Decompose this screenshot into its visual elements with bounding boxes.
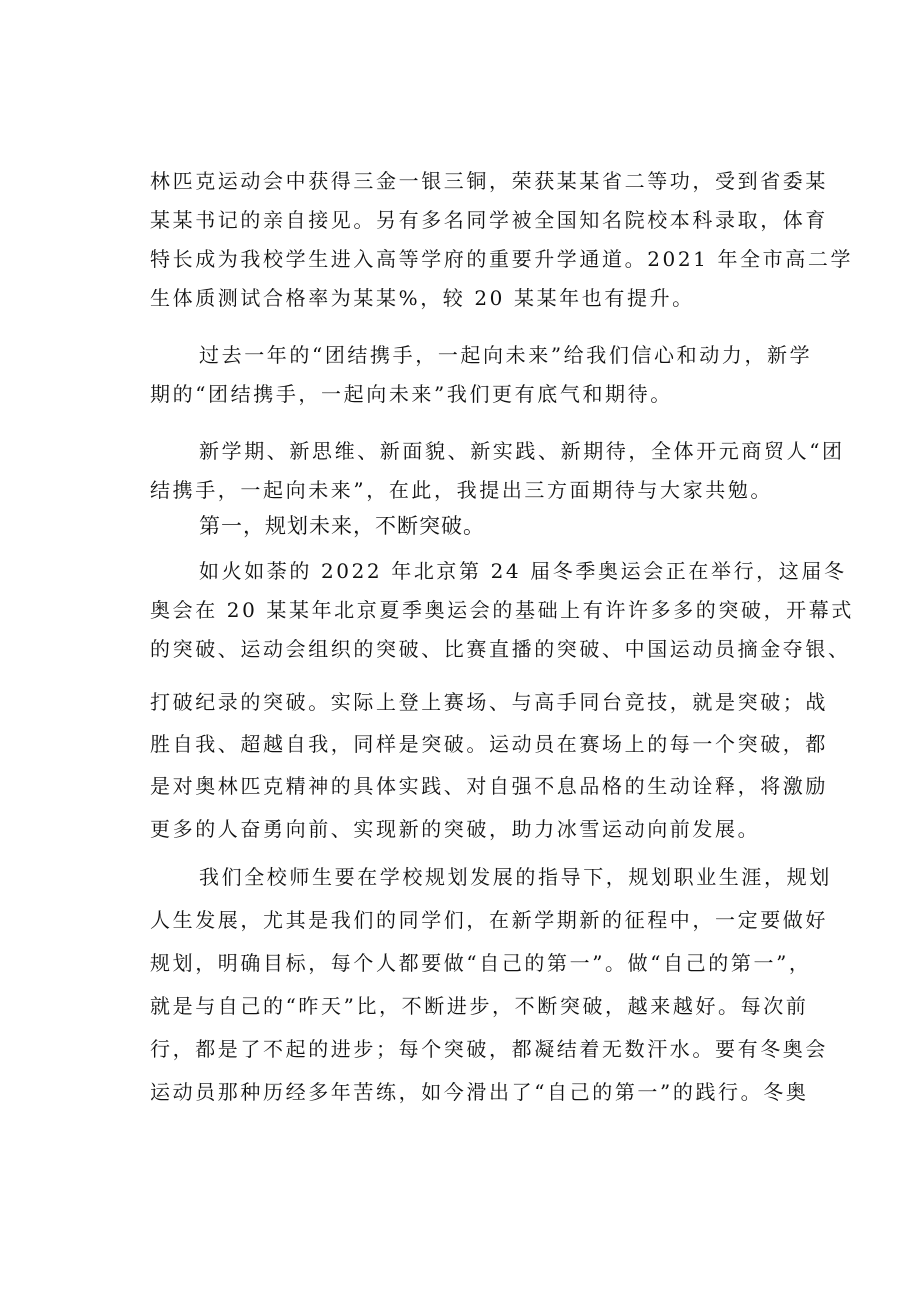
paragraph-5-line-6: 运动员那种历经多年苦练，如今滑出了“自己的第一”的践行。冬奥 — [150, 1080, 809, 1104]
paragraph-1-line-1: 林匹克运动会中获得三金一银三铜，荣获某某省二等功，受到省委某 — [150, 169, 828, 193]
paragraph-4-line-2: 奥会在 20 某某年北京夏季奥运会的基础上有许许多多的突破，开幕式 — [150, 598, 854, 622]
paragraph-4-line-6: 是对奥林匹克精神的具体实践、对自强不息品格的生动诠释，将激励 — [150, 774, 828, 798]
paragraph-2-line-1: 过去一年的“团结携手，一起向未来”给我们信心和动力，新学 — [199, 343, 813, 367]
paragraph-5-line-1: 我们全校师生要在学校规划发展的指导下，规划职业生涯，规划 — [199, 865, 832, 889]
paragraph-4-line-5: 胜自我、超越自我，同样是突破。运动员在赛场上的每一个突破，都 — [150, 732, 828, 756]
paragraph-2-line-2: 期的“团结携手，一起向未来”我们更有底气和期待。 — [150, 382, 673, 406]
paragraph-3-line-2: 结携手，一起向未来”，在此，我提出三方面期待与大家共勉。 — [150, 478, 774, 502]
paragraph-1-line-4: 生体质测试合格率为某某%，较 20 某某年也有提升。 — [150, 286, 695, 310]
paragraph-5-line-2: 人生发展，尤其是我们的同学们，在新学期新的征程中，一定要做好 — [150, 908, 828, 932]
paragraph-1-line-3: 特长成为我校学生进入高等学府的重要升学通道。2021 年全市高二学 — [150, 247, 854, 271]
paragraph-4-line-7: 更多的人奋勇向前、实现新的突破，助力冰雪运动向前发展。 — [150, 817, 761, 841]
paragraph-3-line-1: 新学期、新思维、新面貌、新实践、新期待，全体开元商贸人“团 — [199, 439, 845, 463]
paragraph-4-line-4: 打破纪录的突破。实际上登上赛场、与高手同台竞技，就是突破；战 — [150, 690, 828, 714]
paragraph-5-line-4: 就是与自己的“昨天”比，不断进步，不断突破，越来越好。每次前 — [150, 994, 809, 1018]
paragraph-5-line-3: 规划，明确目标，每个人都要做“自己的第一”。做“自己的第一”， — [150, 951, 812, 975]
paragraph-5-line-5: 行，都是了不起的进步；每个突破，都凝结着无数汗水。要有冬奥会 — [150, 1037, 828, 1061]
paragraph-4-line-3: 的突破、运动会组织的突破、比赛直播的突破、中国运动员摘金夺银、 — [150, 637, 851, 661]
section-heading: 第一，规划未来，不断突破。 — [199, 514, 485, 538]
paragraph-1-line-2: 某某书记的亲自接见。另有多名同学被全国知名院校本科录取，体育 — [150, 208, 828, 232]
paragraph-4-line-1: 如火如荼的 2022 年北京第 24 届冬季奥运会正在举行，这届冬 — [199, 559, 847, 583]
